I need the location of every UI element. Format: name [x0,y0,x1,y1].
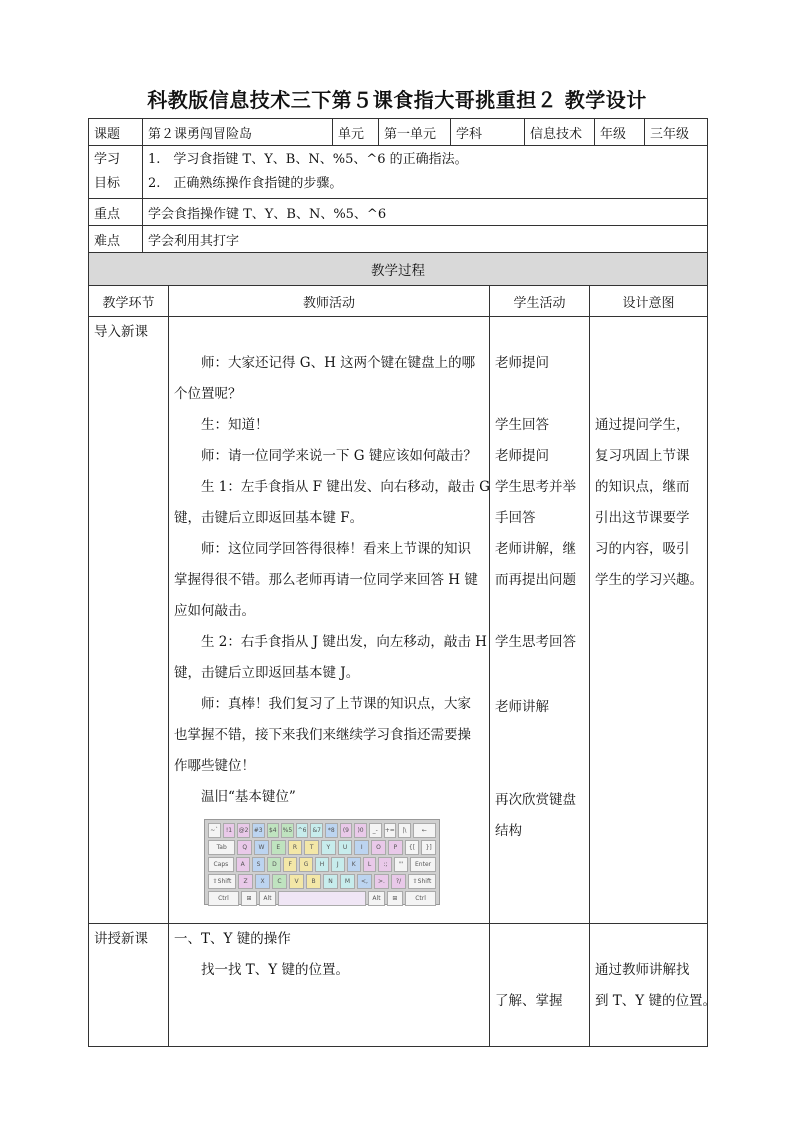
key: += [384,823,397,838]
key: R [288,840,303,855]
goals-value [143,146,708,199]
key: Enter [410,857,436,872]
keyboard-row-1 [208,823,436,838]
intent-line: 习的内容，吸引 [595,541,690,557]
key: W [254,840,269,855]
student-line: 老师提问 [495,448,549,464]
teacher-line: 温旧“基本键位” [201,789,296,805]
intent-line: 复习巩固上节课 [595,448,690,464]
teacher-line: 师：这位同学回答得很棒！看来上节课的知识 [201,541,471,557]
student-line: 老师提问 [495,355,549,371]
header-intent: 设计意图 [590,286,708,317]
teacher-line: 键，击键后立即返回基本键 J。 [174,665,360,681]
key: Z [238,874,253,889]
key: (9 [340,823,353,838]
teacher-line: 也掌握不错，接下来我们来继续学习食指还需要操 [174,727,471,743]
key: G [299,857,313,872]
teacher-line: 个位置呢？ [174,386,242,402]
key-point-label: 重点 [89,199,143,226]
key: Alt [368,891,384,906]
key: {[ [405,840,420,855]
key: ^6 [296,823,309,838]
topic-label: 课题 [89,119,143,146]
goals-label [89,146,143,199]
key: A [236,857,250,872]
key: %5 [281,823,294,838]
unit-label: 单元 [333,119,379,146]
header-student: 学生活动 [490,286,590,317]
topic-value: 第２课勇闯冒险岛 [143,119,333,146]
key: Q [237,840,252,855]
teacher-line: 应如何敲击。 [174,603,255,619]
document-title: 科教版信息技术三下第５课食指大哥挑重担２ 教学设计 [147,88,647,112]
key: _- [369,823,382,838]
student-line: 学生回答 [495,417,549,433]
lesson-info-table [88,118,708,253]
key: I [354,840,369,855]
key: U [338,840,353,855]
student-line: 老师讲解 [495,699,549,715]
key: D [267,857,281,872]
key: Y [321,840,336,855]
teacher-line: 生 1：左手食指从 F 键出发、向右移动，敲击 G [201,479,490,495]
key: ← [413,823,436,838]
header-stage: 教学环节 [89,286,169,317]
key: &7 [310,823,323,838]
key: ⇧Shift [208,874,236,889]
student-line: 学生思考并举 [495,479,576,495]
key: Ctrl [405,891,436,906]
student-line: 而再提出问题 [495,572,576,588]
key: F [283,857,297,872]
key: )0 [354,823,367,838]
key: !1 [223,823,236,838]
teacher-line: 找一找 T、Y 键的位置。 [201,962,349,978]
key: :; [378,857,392,872]
key: E [271,840,286,855]
stage1-teacher-cell [169,317,490,924]
teacher-line: 作哪些键位！ [174,758,255,774]
goal-item-2: 2. 正确熟练操作食指键的步骤。 [148,176,343,191]
key: Caps [208,857,234,872]
key: Ctrl [208,891,239,906]
spacebar-key [278,891,367,906]
header-teacher: 教师活动 [169,286,490,317]
key: ~` [208,823,221,838]
key: P [388,840,403,855]
key-point-value: 学会食指操作键 T、Y、B、N、%5、^6 [143,199,708,226]
intent-line: 通过教师讲解找 [595,962,690,978]
key: $4 [267,823,280,838]
key: T [304,840,319,855]
keyboard-image [204,819,440,905]
key: ⊞ [387,891,403,906]
key: L [363,857,377,872]
keyboard-row-4 [208,874,436,889]
grade-label: 年级 [595,119,645,146]
key: #3 [252,823,265,838]
key: O [371,840,386,855]
student-line: 再次欣赏键盘 [495,792,576,808]
key: B [306,874,321,889]
subject-value: 信息技术 [525,119,595,146]
key: C [272,874,287,889]
teacher-line: 生 2：右手食指从 J 键出发，向左移动，敲击 H [201,634,487,650]
key: Alt [259,891,275,906]
goals-label-line-1: 学习 [94,152,121,167]
teaching-process-table [88,252,716,1047]
teacher-line: 掌握得很不错。那么老师再请一位同学来回答 H 键 [174,572,478,588]
teacher-line: 师：请一位同学来说一下 G 键应该如何敲击？ [201,448,477,464]
key: N [323,874,338,889]
stage1-intent-cell [590,317,708,924]
student-line: 老师讲解，继 [495,541,576,557]
difficulty-label: 难点 [89,226,143,253]
teacher-line: 一、T、Y 键的操作 [174,931,291,947]
goal-item-1: 1. 学习食指键 T、Y、B、N、%5、^6 的正确指法。 [148,152,468,167]
intent-line: 到 T、Y 键的位置。 [595,993,716,1009]
key: K [347,857,361,872]
key: <, [357,874,372,889]
keyboard-row-2 [208,840,436,855]
student-line: 学生思考回答 [495,634,576,650]
intent-line: 学生的学习兴趣。 [595,572,703,588]
key: H [315,857,329,872]
stage2-name-cell [89,924,169,1047]
key: Tab [208,840,235,855]
key: *8 [325,823,338,838]
difficulty-value: 学会利用其打字 [143,226,708,253]
key: @2 [237,823,250,838]
unit-value: 第一单元 [379,119,451,146]
key: V [289,874,304,889]
stage1-name: 导入新课 [94,324,148,340]
subject-label: 学科 [451,119,525,146]
teacher-line: 生：知道！ [201,417,269,433]
keyboard-row-3 [208,857,436,872]
student-line: 结构 [495,823,522,839]
stage2-name: 讲授新课 [94,931,148,947]
stage2-student-cell [490,924,590,1047]
stage1-name-cell [89,317,169,924]
key: ⇧Shift [408,874,436,889]
key: "' [394,857,408,872]
intent-line: 的知识点，继而 [595,479,690,495]
goals-label-line-2: 目标 [94,176,121,191]
intent-line: 通过提问学生， [595,417,690,433]
keyboard-row-5 [208,891,436,906]
key: ⊞ [241,891,257,906]
stage1-student-cell [490,317,590,924]
teacher-line: 师：大家还记得 G、H 这两个键在键盘上的哪 [201,355,476,371]
intent-line: 引出这节课要学 [595,510,690,526]
teacher-line: 师：真棒！我们复习了上节课的知识点，大家 [201,696,471,712]
key: S [252,857,266,872]
key: }] [421,840,436,855]
key: |\ [398,823,411,838]
student-line: 了解、掌握 [495,993,563,1009]
student-line: 手回答 [495,510,536,526]
key: X [255,874,270,889]
process-section-title: 教学过程 [89,253,708,286]
stage2-teacher-cell [169,924,490,1047]
teacher-line: 键，击键后立即返回基本键 F。 [174,510,364,526]
grade-value: 三年级 [645,119,708,146]
key: >. [374,874,389,889]
stage2-intent-cell [590,924,716,1047]
key: J [331,857,345,872]
key: ?/ [391,874,406,889]
key: M [340,874,355,889]
